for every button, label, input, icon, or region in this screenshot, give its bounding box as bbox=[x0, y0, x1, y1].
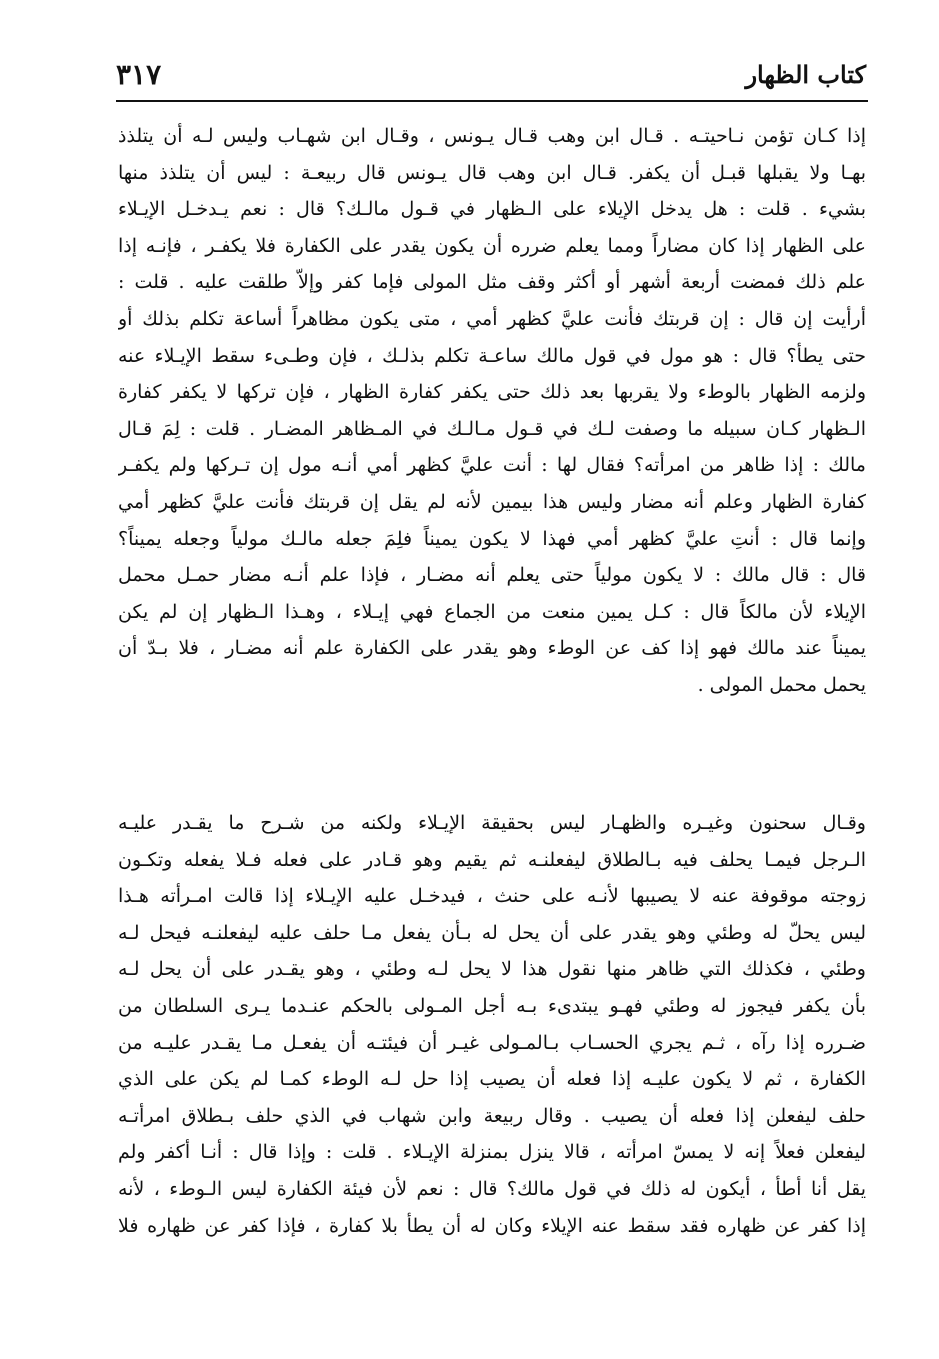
chapter-title: كتاب الظهار bbox=[745, 60, 866, 89]
text-line: بشيء . قلت : هل يدخل الإيلاء على الـظهار في قـول مالـك؟ قال : نعم يـدخـل الإيـلاء bbox=[118, 198, 866, 221]
text-line: ليس يحلّ له وطئي وهو يقدر على أن يحل له بـأن يفعل مـا حلف عليه ليفعلنـه فيحل لـه bbox=[118, 921, 866, 944]
page-number: ٣١٧ bbox=[116, 58, 162, 91]
text-line: بهـا ولا يقبلها قبـل أن يكفر. قـال ابن وهب قال يـونس قال ربيعـة : ليس أن يتلذذ منها bbox=[118, 161, 866, 184]
text-line: ولزمه الظهار بالوطء ولا يقربها بعد ذلك حتى يكفر كفارة الظهار ، فإن تركها لا يكفر كفارة bbox=[118, 381, 866, 404]
text-line: إذا كفر عن ظهاره فقد سقط عنه الإيلاء وكان له أن يطأ بلا كفارة ، فإذا كفر عن ظهاره فلا bbox=[118, 1214, 866, 1237]
text-line: يحمل محمل المولى . bbox=[697, 673, 866, 696]
text-line: وطئي ، فكذلك التي ظاهر منها نقول هذا لا يحل لـه وطئي ، وهو يقـدر على أن يحل لـه bbox=[118, 958, 866, 981]
text-line: ضـرره إذا رآه ، ثـم يجري الحسـاب بـالمـولى غيـر أن فيئتـه أن يفعـل مـا يقـدر عليـه من bbox=[118, 1031, 866, 1054]
running-head bbox=[116, 58, 866, 98]
text-line: مالك : إذا ظاهر من امرأته؟ فقال لها : أنت عليَّ كظهر أمي أنـه مول إن تـركها ولم يكفـر bbox=[118, 454, 866, 477]
paragraph-1 bbox=[118, 118, 866, 704]
text-line: أرأيت إن قال : إن قربتك فأنت عليَّ كظهر أمي ، متى يكون مظاهراً أساعة تكلم بذلك أو bbox=[118, 307, 866, 330]
text-line: علم ذلك فمضت أربعة أشهر أو أكثر وقف مثل المولى فإما كفر وإلاّ طلقت عليه . قلت : bbox=[118, 271, 866, 294]
text-line: إذا كـان تؤمن نـاحيتـه . قـال ابن وهب قـال يـونس ، وقـال ابن شهـاب وليس لـه أن يتلذذ bbox=[118, 125, 866, 147]
text-line: بأن يكفر فيجوز له وطئي فهـو يبتدىء بـه أجل المـولى بالحكم عنـدما يـرى السلطان من bbox=[118, 994, 866, 1017]
text-line: ليفعلن فعلاً إنه لا يمسّ امرأته ، قالا ينزل بمنزلة الإيـلاء . قلت : وإذا قال : أنـا أكفر ولم bbox=[118, 1141, 866, 1164]
header-rule bbox=[116, 100, 868, 102]
text-line: الإيلاء لأن مالكاً قال : كـل يمين منعت من الجماع فهي إيـلاء ، وهـذا الـظهار إن لم يكن bbox=[118, 600, 866, 623]
text-line: يميناً عند مالك فهو إذا كف عن الوطء وهو يقدر على الكفارة علم أنه مضـار ، فلا بـدّ أن bbox=[118, 637, 866, 660]
text-line: يقل أنا أطأ ، أيكون له ذلك في قول مالك؟ قال : نعم لأن فيئة الكفارة ليس الـوطء ، لأنه bbox=[118, 1177, 866, 1200]
text-line: وإنما قال : أنتِ عليَّ كظهر أمي فهذا لا يكون يميناً فلِمَ جعله مالـك مولياً وجعله يميناً؟ bbox=[118, 527, 866, 550]
text-line: على الظهار إذا كان مضاراً ومما يعلم ضرره أن يكون يقدر على الكفارة فلا يكفـر ، فإنـه إذا bbox=[118, 234, 866, 257]
text-line: الـظهار كـان سبيله ما وصفت لـك في قـول مـالـك في المـظاهر المضـار . قلت : لِمَ قـال bbox=[118, 417, 866, 440]
text-line: كفارة الظهار وعلم أنه مضار وليس هذا بيمين لأنه لم يقل إن قربتك فأنت عليَّ كظهر أمي bbox=[118, 490, 866, 513]
text-line: الكفارة ، ثم لا يكون عليـه إذا فعله أن يصيب إذا حل لـه الوطء كمـا لم يكن على الذي bbox=[118, 1068, 866, 1091]
text-line: قال : قال مالك : لا يكون مولياً حتى يعلم أنه مضـار ، فإذا علم أنـه مضار حمـل محمل bbox=[118, 564, 866, 587]
paragraph-2 bbox=[118, 805, 866, 1244]
text-line: وقـال سحنون وغيـره والظهـار ليس بحقيقة الإيـلاء ولكنه من شـرح ما يقـدر عليـه bbox=[118, 812, 866, 834]
text-line: حتى يطأ؟ قال : هو مول في قول مالك ساعـة تكلم بذلـك ، فإن وطـىء سقط الإيـلاء عنه bbox=[118, 344, 866, 367]
text-line: زوجته موقوفة عنه لا يصيبها لأنـه على حنث ، فيدخـل عليه الإيـلاء إذا قالت امـرأته هـذا bbox=[118, 885, 866, 908]
text-line: الـرجل فيمـا يحلف فيه بـالطلاق ليفعلنـه ثم يقيم وهو قـادر على فعله فـلا يفعله وتكـون bbox=[118, 848, 866, 871]
text-line: حلف ليفعلن إذا فعله أن يصيب . وقال ربيعة وابن شهاب في الذي حلف بـطلاق امرأتـه bbox=[118, 1104, 866, 1127]
